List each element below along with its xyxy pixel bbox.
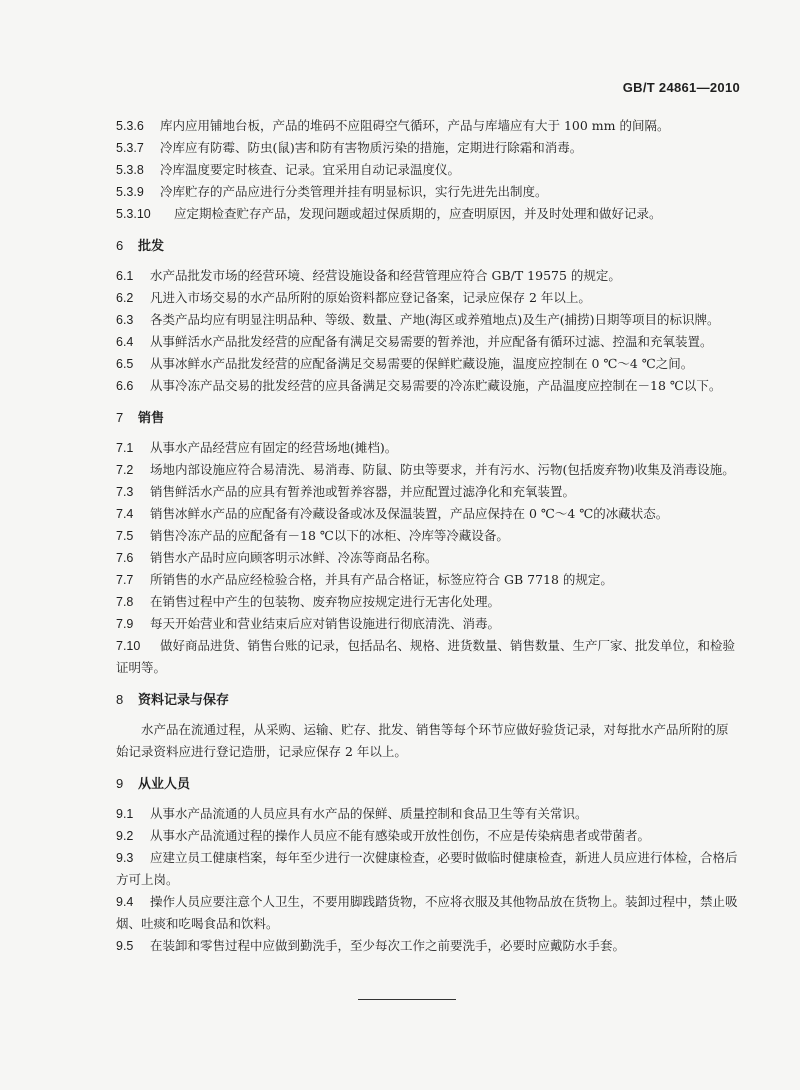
- section-9-items: [116, 803, 740, 957]
- clause-text: 库内应用铺地台板，产品的堆码不应阻碍空气循环，产品与库墙应有大于 100 mm 的间隔。: [160, 118, 670, 133]
- clause-number: 7.10: [116, 639, 141, 653]
- clause-number: 7.7: [116, 573, 134, 587]
- clause-number: 5.3.9: [116, 185, 144, 199]
- clause-number: 5.3.6: [116, 119, 144, 133]
- section-number: 6: [116, 238, 124, 253]
- clause: [116, 375, 740, 397]
- clause: [116, 847, 740, 891]
- clause-text: 操作人员应要注意个人卫生，不要用脚践踏货物，不应将衣服及其他物品放在货物上。装卸过程中，禁止吸烟、吐痰和吃喝食品和饮料。: [116, 894, 738, 931]
- standard-code: GB/T 24861—2010: [622, 80, 740, 95]
- clause-number: 9.1: [116, 807, 134, 821]
- clause-text: 从事水产品流通过程的操作人员应不能有感染或开放性创伤，不应是传染病患者或带菌者。: [150, 828, 651, 843]
- clause-number: 7.3: [116, 485, 134, 499]
- clause-text: 销售鲜活水产品的应具有暂养池或暂养容器，并应配置过滤净化和充氧装置。: [150, 484, 576, 499]
- clause-number: 5.3.10: [116, 207, 151, 221]
- section-heading-9: [116, 773, 740, 795]
- clause: [116, 331, 740, 353]
- clause-number: 5.3.7: [116, 141, 144, 155]
- clause: [116, 437, 740, 459]
- section-title: 销售: [138, 410, 165, 425]
- clause: [116, 309, 740, 331]
- clause-text: 做好商品进货、销售台账的记录，包括品名、规格、进货数量、销售数量、生产厂家、批发单位，和检验证明等。: [116, 638, 736, 675]
- clause-number: 6.1: [116, 269, 134, 283]
- clause-number: 7.6: [116, 551, 134, 565]
- clause: [116, 459, 740, 481]
- clause-text: 从事冷冻产品交易的批发经营的应具备满足交易需要的冷冻贮藏设施，产品温度应控制在－18 ℃以下。: [150, 378, 722, 393]
- clause-number: 7.4: [116, 507, 134, 521]
- clause-text: 各类产品均应有明显注明品种、等级、数量、产地(海区或养殖地点)及生产(捕捞)日期等项目的标识牌。: [150, 312, 720, 327]
- clause: [116, 635, 740, 679]
- clause-group-5-3: [116, 115, 740, 225]
- clause-text: 场地内部设施应符合易清洗、易消毒、防鼠、防虫等要求，并有污水、污物(包括废弃物)收集及消毒设施。: [150, 462, 735, 477]
- clause-number: 6.3: [116, 313, 134, 327]
- clause-number: 7.8: [116, 595, 134, 609]
- section-number: 9: [116, 776, 124, 791]
- clause-number: 7.2: [116, 463, 134, 477]
- clause-text: 从事鲜活水产品批发经营的应配备有满足交易需要的暂养池，并应配备有循环过滤、控温和充氧装置。: [150, 334, 713, 349]
- clause: [116, 613, 740, 635]
- clause-text: 冷库应有防霉、防虫(鼠)害和防有害物质污染的措施，定期进行除霜和消毒。: [160, 140, 583, 155]
- clause-number: 7.1: [116, 441, 134, 455]
- clause-number: 9.2: [116, 829, 134, 843]
- document-body: [116, 115, 740, 957]
- section-7-items: [116, 437, 740, 679]
- clause-text: 在销售过程中产生的包装物、废弃物应按规定进行无害化处理。: [150, 594, 501, 609]
- clause-number: 9.3: [116, 851, 134, 865]
- clause: [116, 181, 740, 203]
- clause-number: 7.9: [116, 617, 134, 631]
- clause-text: 销售冷冻产品的应配备有－18 ℃以下的冰柜、冷库等冷藏设备。: [150, 528, 509, 543]
- clause-number: 9.4: [116, 895, 134, 909]
- section-heading-6: [116, 235, 740, 257]
- section-heading-7: [116, 407, 740, 429]
- clause-text: 销售水产品时应向顾客明示冰鲜、冷冻等商品名称。: [150, 550, 438, 565]
- clause-text: 应定期检查贮存产品，发现问题或超过保质期的，应查明原因，并及时处理和做好记录。: [174, 206, 662, 221]
- clause-text: 冷库贮存的产品应进行分类管理并挂有明显标识，实行先进先出制度。: [160, 184, 548, 199]
- clause-text: 从事冰鲜水产品批发经营的应配备满足交易需要的保鲜贮藏设施，温度应控制在 0 ℃～4 ℃之间。: [150, 356, 694, 371]
- clause: [116, 503, 740, 525]
- clause: [116, 159, 740, 181]
- section-title: 从业人员: [138, 776, 191, 791]
- section-title: 批发: [138, 238, 165, 253]
- clause: [116, 891, 740, 935]
- section-6-items: [116, 265, 740, 397]
- section-heading-8: [116, 689, 740, 711]
- clause-text: 所销售的水产品应经检验合格，并具有产品合格证，标签应符合 GB 7718 的规定。: [150, 572, 613, 587]
- clause: [116, 287, 740, 309]
- clause-text: 在装卸和零售过程中应做到勤洗手，至少每次工作之前要洗手，必要时应戴防水手套。: [150, 938, 626, 953]
- section-number: 8: [116, 692, 124, 707]
- clause: [116, 265, 740, 287]
- clause: [116, 115, 740, 137]
- clause-text: 水产品批发市场的经营环境、经营设施设备和经营管理应符合 GB/T 19575 的规定。: [150, 268, 621, 283]
- clause: [116, 137, 740, 159]
- clause: [116, 353, 740, 375]
- end-rule: [358, 999, 456, 1000]
- clause-number: 5.3.8: [116, 163, 144, 177]
- clause-number: 6.5: [116, 357, 134, 371]
- clause-number: 9.5: [116, 939, 134, 953]
- clause-number: 7.5: [116, 529, 134, 543]
- clause-text: 凡进入市场交易的水产品所附的原始资料都应登记备案，记录应保存 2 年以上。: [150, 290, 591, 305]
- clause-text: 应建立员工健康档案，每年至少进行一次健康检查，必要时做临时健康检查，新进人员应进行体检，合格后方可上岗。: [116, 850, 738, 887]
- clause-number: 6.4: [116, 335, 134, 349]
- clause-text: 冷库温度要定时核查、记录。宜采用自动记录温度仪。: [160, 162, 461, 177]
- section-title: 资料记录与保存: [138, 692, 230, 707]
- section-8-paragraph: 水产品在流通过程，从采购、运输、贮存、批发、销售等每个环节应做好验货记录，对每批水产品所附的原始记录资料应进行登记造册，记录应保存 2 年以上。: [116, 722, 729, 759]
- clause-number: 6.2: [116, 291, 134, 305]
- clause: [116, 547, 740, 569]
- clause: [116, 481, 740, 503]
- clause: [116, 203, 740, 225]
- clause-number: 6.6: [116, 379, 134, 393]
- clause-text: 每天开始营业和营业结束后应对销售设施进行彻底清洗、消毒。: [150, 616, 501, 631]
- clause-text: 从事水产品流通的人员应具有水产品的保鲜、质量控制和食品卫生等有关常识。: [150, 806, 588, 821]
- clause: [116, 935, 740, 957]
- clause-text: 销售冰鲜水产品的应配备有冷藏设备或冰及保温装置，产品应保持在 0 ℃～4 ℃的冰藏状态。: [150, 506, 669, 521]
- section-number: 7: [116, 410, 124, 425]
- clause-text: 从事水产品经营应有固定的经营场地(摊档)。: [150, 440, 398, 455]
- clause: [116, 525, 740, 547]
- clause: [116, 569, 740, 591]
- clause: [116, 591, 740, 613]
- clause: [116, 825, 740, 847]
- clause: [116, 803, 740, 825]
